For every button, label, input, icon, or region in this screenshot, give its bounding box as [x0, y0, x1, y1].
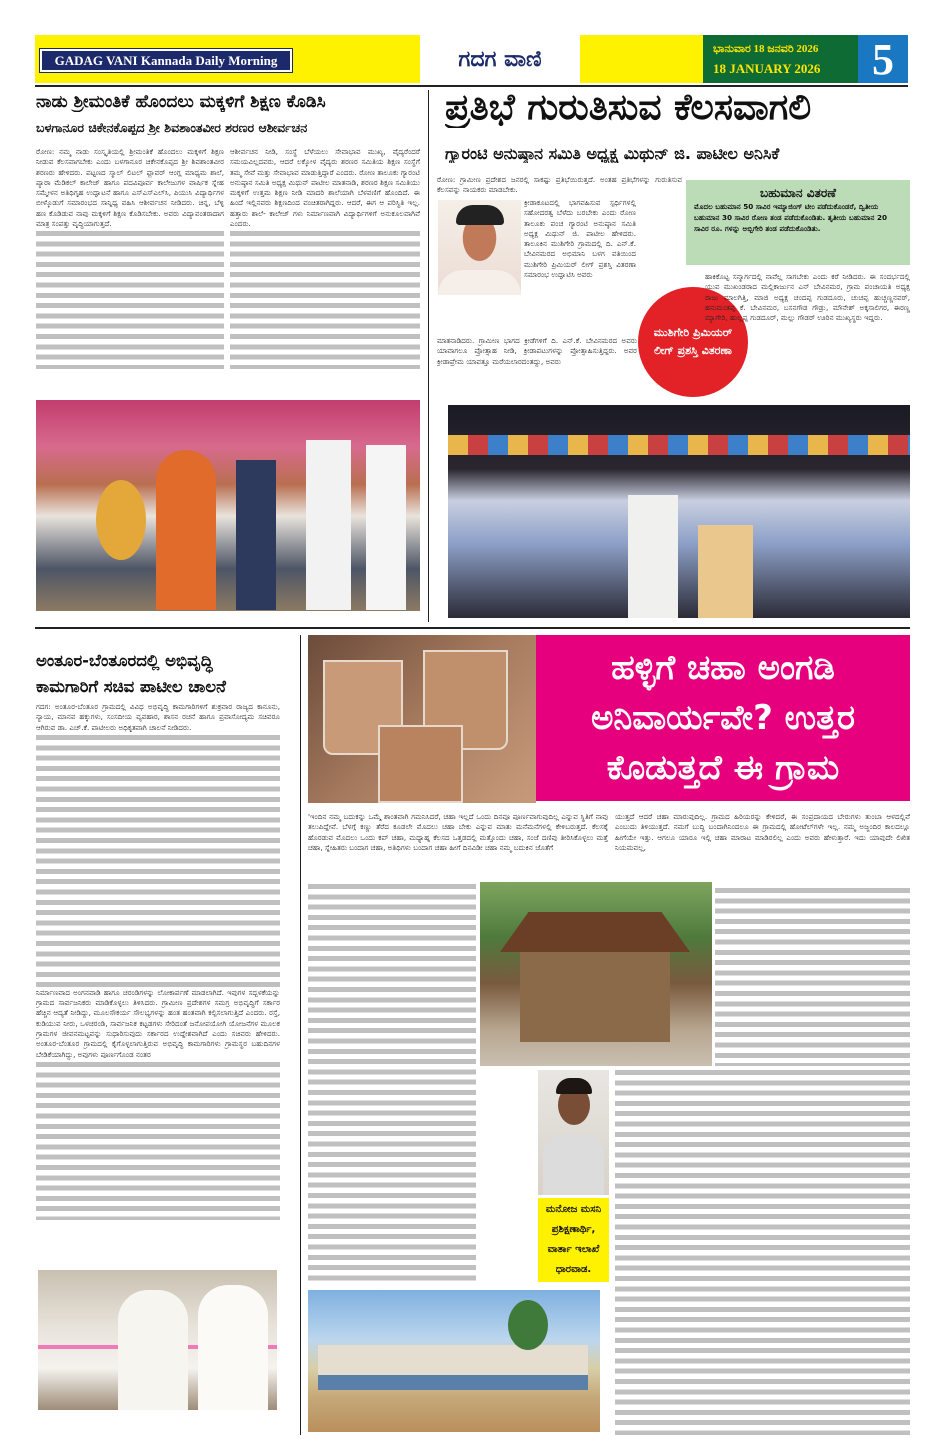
- tea-photo: [308, 635, 536, 803]
- article3-headline: ಅಂತೂರ-ಬೆಂತೂರದಲ್ಲಿ ಅಭಿವೃದ್ಧಿ ಕಾಮಗಾರಿಗೆ ಸಚಿವ ಪಾಟೀಲ ಚಾಲನೆ: [36, 651, 226, 696]
- prize-box-text: ಮೊದಲ ಬಹುಮಾನ 50 ಸಾವಿರ ಇಮ್ಯಾಜಿಂಗ್ ಟೀಂ ಪಡೆದುಕೊಂಡರೆ, ದ್ವಿತೀಯ ಬಹುಮಾನ 30 ಸಾವಿರ ರೋಣ ತಂಡ ಪಡೆದುಕೊಂಡಿತು. ತೃತೀಯ ಬಹುಮಾನ 20 ಸಾವಿರ ರೂ. ಗಳನ್ನು ಅಬ್ಬಿಗೇರಿ ತಂಡ ಪಡೆದುಕೊಂಡಿತು.: [694, 202, 887, 233]
- tea-stall-photo: [480, 882, 712, 1066]
- village-photo: [308, 1290, 600, 1432]
- column-divider: [428, 90, 429, 622]
- article1-subhead: ಬಳಗಾನೂರ ಚಿಕೇನಕೊಪ್ಪದ ಶ್ರೀ ಶಿವಶಾಂತವೀರ ಶರಣರ ಆಶೀರ್ವಚನ: [36, 121, 308, 135]
- article3-middle: ನಿರ್ಮಾಣವಾದ ಅಂಗನವಾಡಿ ಹಾಗೂ ಚರಂಡಿಗಳನ್ನು ಲೋಕಾರ್ಪಣೆ ಮಾಡಲಾಗಿದೆ. ಇವುಗಳ ಸದ್ಬಳಕೆಯನ್ನು ಗ್ರಾಮದ ಸಾರ್ವಜನಿಕರು ಮಾಡಿಕೊಳ್ಳಲು ತಿಳಿಸಿದರು. ಗ್ರಾಮೀಣ ಪ್ರದೇಶಗಳ ಸಮಗ್ರ ಅಭಿವೃದ್ಧಿಗೆ ಸರ್ಕಾರ ಹೆಚ್ಚಿನ ಆದ್ಯತೆ ನೀಡಿದ್ದು, ಮೂಲಸೌಕರ್ಯ ಸೌಲಭ್ಯಗಳನ್ನು ಹಂತ ಹಂತವಾಗಿ ಕಲ್ಪಿಸಲಾಗುತ್ತಿದೆ ಎಂದರು. ರಸ್ತೆ, ಕುಡಿಯುವ ನೀರು, ಒಳಚರಂಡಿ, ಸಾರ್ವಜನಿಕ ಕಟ್ಟಡಗಳು ಸೇರಿದಂತೆ ಜನೋಪಯೋಗಿ ಯೋಜನೆಗಳ ಮೂಲಕ ಗ್ರಾಮಗಳ ಜೀವನಮಟ್ಟವನ್ನು ಸುಧಾರಿಸುವುದು ಸರ್ಕಾರದ ಉದ್ದೇಶವಾಗಿದೆ ಎಂದು ಸಚಿವರು ಹೇಳಿದರು. ಅಂತೂರ-ಬೆಂತೂರ ಗ್ರಾಮದಲ್ಲಿ ಕೈಗೊಳ್ಳಲಾಗುತ್ತಿರುವ ಅಭಿವೃದ್ಧಿ ಕಾಮಗಾರಿಗಳು ಗ್ರಾಮಸ್ಥರ ಬಹುದಿನಗಳ ಬೇಡಿಕೆಯಾಗಿದ್ದು, ಅವುಗಳು ಪೂರ್ಣಗೊಂಡ ನಂತರ: [36, 987, 280, 1059]
- article2-subhead: ಗ್ಯಾರಂಟಿ ಅನುಷ್ಠಾನ ಸಮಿತಿ ಅಧ್ಯಕ್ಷ ಮಿಥುನ್ ಜಿ. ಪಾಟೀಲ ಅನಿಸಿಕೆ: [445, 145, 780, 163]
- date-kannada: ಭಾನುವಾರ 18 ಜನವರಿ 2026: [713, 43, 819, 55]
- article4-col2: [615, 812, 910, 887]
- prize-box: [686, 180, 910, 265]
- date-english: 18 JANUARY 2026: [713, 61, 821, 76]
- article2-intro: ರೋಣ: ಗ್ರಾಮೀಣ ಪ್ರದೇಶದ ಜನರಲ್ಲಿ ಸಾಕಷ್ಟು ಪ್ರತಿಭೆಯಿರುತ್ತದೆ. ಅಂತಹ ಪ್ರತಿಭೆಗಳನ್ನು ಗುರುತಿಸುವ ಕೆಲಸವನ್ನು ನಾಯಕರು ಮಾಡಬೇಕು.: [437, 175, 682, 195]
- article3-photo: [38, 1270, 277, 1410]
- article4-col2-continued: [715, 886, 910, 1066]
- article4-headline-box: [536, 635, 910, 801]
- author-photo: [538, 1070, 609, 1195]
- article4-col1-continued: [308, 882, 476, 1282]
- article1-headline: ನಾಡು ಶ್ರೀಮಂತಿಕೆ ಹೊಂದಲು ಮಕ್ಕಳಿಗೆ ಶಿಕ್ಷಣ ಕೊಡಿಸಿ: [36, 93, 326, 112]
- page-number: 5: [858, 35, 908, 83]
- masthead-rule: [35, 85, 908, 87]
- article1-col2-text: ಆಶೀರ್ವಚನ ನೀಡಿ, ಸಂಸ್ಥೆ ಬೆಳೆಯಲು ಸೇವಾಭಾವ ಮುಖ್ಯ, ವೈದ್ಯರೆಂದರೆ ಸಮಯವಿಲ್ಲದವರು, ಆದರೆ ಲಕ್ಕೋಳ ವೈದ್ಯರು ಶರಣರ ಸಮಿತಿಯ ಶಿಕ್ಷಣ ಸಂಸ್ಥೆಗೆ ತಮ್ಮ ಸೇವೆ ಮತ್ತು ಸೇವಾಭಾವ ಮಾಡುತ್ತಿದ್ದಾರೆ ಎಂದರು. ರೋಣ ತಾಲೂಕು ಗ್ಯಾರಂಟಿ ಅನುಷ್ಠಾನ ಸಮಿತಿ ಅಧ್ಯಕ್ಷ ಮಿಥುನ್ ಪಾಟೀಲ ಮಾತನಾಡಿ, ಶರಣರ ಶಿಕ್ಷಣ ಸಮಿತಿಯು ಮಕ್ಕಳಿಗೆ ಉತ್ತಮ ಶಿಕ್ಷಣ ನೀಡಿ ಮಾದರಿ ಶಾಲೆಯಾಗಿ ಬೆಳವಣಿಗೆ ಹೊಂದಿದೆ. ಈ ಹಿಂದೆ ಇಲ್ಲಿನವರು ಶಿಕ್ಷಣದಿಂದ ವಂಚಿತರಾಗಿದ್ದರು. ಆದರೆ, ಈಗ ಆ ಪರಿಸ್ಥಿತಿ ಇಲ್ಲ. ಹತ್ತಾರು ಶಾಲೆ- ಕಾಲೇಜ್ ಗಳು ನಿರ್ಮಾಣವಾಗಿ ವಿದ್ಯಾರ್ಥಿಗಳಿಗೆ ಅನುಕೂಲವಾಗಿವೆ ಎಂದರು.: [230, 147, 420, 229]
- article3-body: [36, 702, 280, 1262]
- portrait-photo: [438, 200, 521, 295]
- author-byline: [538, 1198, 609, 1282]
- article4-col1: [308, 812, 608, 882]
- newspaper-logo[interactable]: [420, 35, 580, 83]
- article2-beside-photo: ಕ್ರೀಡಾಕೂಟದಲ್ಲಿ ಭಾಗವಹಿಸುವ ಸ್ಪರ್ಧಿಗಳಲ್ಲಿ ಸಹೋದರತ್ವ ಬೆಳೆದು ಬರಬೇಕು ಎಂದು ರೋಣ ತಾಲೂಕು ಪಂಚ ಗ್ಯಾರಂಟಿ ಅನುಷ್ಠಾನ ಸಮಿತಿ ಅಧ್ಯಕ್ಷ ಮಿಥುನ್ ಜಿ. ಪಾಟೀಲ ಹೇಳಿದರು. ತಾಲೂಕಿನ ಮುಶಿಗೇರಿ ಗ್ರಾಮದಲ್ಲಿ ದಿ. ಎನ್.ಕೆ. ಬೇವಿನಮರದ ಅಭಿಮಾನಿ ಬಳಗ ವತಿಯಿಂದ ಮುಶಿಗೇರಿ ಪ್ರಿಮಿಯರ್ ಲೀಗ್ ಪ್ರಶಸ್ತಿ ವಿತರಣಾ ಸಮಾರಂಭ ಉದ್ಘಾಟಿಸಿ ಅವರು: [524, 198, 636, 280]
- prize-box-title: ಬಹುಮಾನ ವಿತರಣೆ: [760, 186, 836, 200]
- section-rule: [35, 627, 910, 629]
- logo-text: ಗದಗ ವಾಣಿ: [458, 46, 542, 72]
- masthead-band-right: [580, 35, 703, 83]
- article4-headline: ಹಳ್ಳಿಗೆ ಚಹಾ ಅಂಗಡಿ ಅನಿವಾರ್ಯವೇ? ಉತ್ತರ ಕೊಡುತ್ತದೆ ಈ ಗ್ರಾಮ: [590, 648, 856, 788]
- article1-col1-text: ರೋಣ: ನಮ್ಮ ನಾಡು ಸಂಸ್ಕೃತಿಯಲ್ಲಿ ಶ್ರೀಮಂತಿಕೆ ಹೊಂದಲು ಮಕ್ಕಳಿಗೆ ಶಿಕ್ಷಣ ನೀಡುವ ಕೆಲಸವಾಗಬೇಕು ಎಂದು ಬಳಗಾನೂರ ಚಿಕೇನಕೊಪ್ಪದ ಶ್ರೀ ಶಿವಶಾಂತವೀರ ಶರಣರು ಹೇಳಿದರು. ಪಟ್ಟಣದ ಸ್ಮಾಲ್ ಲಿಟಲ್ ಫ್ಲಾವರ್ ಆಂಗ್ಲ ಮಾಧ್ಯಮ ಶಾಲೆ, ಪ್ಯಾರಾ ಮೆಡಿಕಲ್ ಕಾಲೇಜ್ ಹಾಗೂ ಪದವಿಪೂರ್ವ ಕಾಲೇಜುಗಳ ವಾರ್ಷಿಕ ಸ್ನೇಹ ಸಮ್ಮೇಳನ ಅತಿಥಿಗೃಹ ಉದ್ಘಾಟನೆ ಹಾಗೂ ಎಸ್‌ಎಸ್‌ಎಲ್‌ಸಿ, ಪಿಯುಸಿ ವಿದ್ಯಾರ್ಥಿಗಳ ಬೀಳ್ಕೊಡುಗೆ ಸಮಾರಂಭದ ಸಾನ್ನಿಧ್ಯ ವಹಿಸಿ ಆಶೀರ್ವಚನ ನೀಡಿದರು. ಚಿನ್ನ, ಬೆಳ್ಳಿ ಹಣ ಕೊಡಿಡುವ ನಾವು ಮಕ್ಕಳಿಗೆ ಶಿಕ್ಷಣ ಕೊಡಿಸಬೇಕು. ಅವರು ವಿದ್ಯಾವಂತರಾದಾಗ ಮಾತ್ರ ಸಂಪತ್ತು ವೃದ್ಧಿಯಾಗುತ್ತದೆ.: [36, 147, 224, 229]
- article2-photo: [448, 405, 910, 618]
- article2-headline: ಪ್ರತಿಭೆ ಗುರುತಿಸುವ ಕೆಲಸವಾಗಲಿ: [445, 88, 812, 128]
- column-divider-2: [300, 635, 301, 1435]
- article2-below-photo: ಮಾತನಾಡಿದರು. ಗ್ರಾಮೀಣ ಭಾಗದ ಕ್ರೀಡೆಗಳಿಗೆ ದಿ. ಎನ್.ಕೆ. ಬೇವಿನಮರದ ಅವರು ಯಾವಾಗಲೂ ಪ್ರೋತ್ಸಾಹ ನೀಡಿ, ಕ್ರೀಡಾಪಟುಗಳನ್ನು ಪ್ರೋತ್ಸಾಹಿಸುತ್ತಿದ್ದರು. ಅವರ ಕ್ರೀಡಾಪ್ರೇಮ ಯಾವತ್ತೂ ಮರೆಯಲಾರದಂತದ್ದು, ಅವರು: [437, 336, 637, 366]
- date-box: [703, 35, 858, 83]
- article2-right-col: ಹಾಕಿಕೊಟ್ಟ ಸನ್ಮಾರ್ಗದಲ್ಲಿ ನಾವೆಲ್ಲ ಸಾಗಬೇಕು ಎಂದು ಕರೆ ನೀಡಿದರು. ಈ ಸಂದರ್ಭದಲ್ಲಿ ಯುವ ಮುಖಂಡರಾದ ಮಲ್ಲಿಕಾರ್ಜುನ ಎನ್ ಬೇವಿನಮರ, ಗ್ರಾಮ ಪಂಚಾಯತಿ ಅಧ್ಯಕ್ಷ ರಾಜು ಮಾಲಗಿತ್ತಿ, ಮಾಜಿ ಅಧ್ಯಕ್ಷ ಚಂದಪ್ಪ ಗುಡದೂರು, ಚುಚಪ್ಪ ಹುಚ್ಚಣ್ಣನವರ್, ಹನುಮಂತಪ್ಪ ಕೆ. ಬೇವಿನಮರ, ಬಸನಗೌಡ ಗೌಡ್ರು, ಮೌನೇಶ್ ಅಕ್ಕಸಾಲಿಗರ, ಈರಣ್ಣ ಮ್ಯಾಗೇರಿ, ಹುಲ್ಲಪ್ಪ ಗುಡದೂರ್, ಮಲ್ಲು ಗೌಡರ್ ಊರಿನ ಮುಖ್ಯಸ್ಥರು ಇದ್ದರು.: [705, 272, 910, 323]
- masthead-label: GADAG VANI Kannada Daily Morning: [40, 49, 292, 72]
- article1-col2: [230, 147, 420, 395]
- award-badge-text: ಮುಶಿಗೇರಿ ಪ್ರಿಮಿಯರ್ ಲೀಗ್ ಪ್ರಶಸ್ತಿ ವಿತರಣಾ: [653, 326, 733, 357]
- article1-col1: [36, 147, 224, 395]
- article3-intro: ಗದಗ: ಅಂತೂರ-ಬೆಂತೂರ ಗ್ರಾಮದಲ್ಲಿ ವಿವಿಧ ಅಭಿವೃದ್ಧಿ ಕಾಮಗಾರಿಗಳಿಗೆ ಶುಕ್ರವಾರ ರಾಜ್ಯದ ಕಾನೂನು, ನ್ಯಾಯ, ಮಾನವ ಹಕ್ಕುಗಳು, ಸಂಸದೀಯ ವ್ಯವಹಾರ, ಶಾಸನ ರಚನೆ ಹಾಗೂ ಪ್ರವಾಸೋದ್ಯಮ ಸಚಿವರೂ ಆಗಿರುವ ಡಾ. ಎಚ್.ಕೆ. ಪಾಟೀಲರು ಅಧಿಕೃತವಾಗಿ ಚಾಲನೆ ನೀಡಿದರು.: [36, 702, 280, 732]
- article1-photo: [36, 400, 420, 611]
- article4-col2-text: ಯುತ್ತದೆ ಆದರೆ ಚಹಾ ಮಾರುವುದಿಲ್ಲ. ಗ್ರಾಮದ ಹಿರಿಯರನ್ನು ಕೇಳಿದರೆ, ಈ ಸಂಪ್ರದಾಯದ ಬೇರುಗಳು ತುಂಬಾ ಆಳದಲ್ಲಿವೆ ಎಂಬುದು ತಿಳಿಯುತ್ತದೆ. ನಮಗೆ ಬುದ್ಧಿ ಬಂದಾಗಿನಿಂದಲೂ ಈ ಗ್ರಾಮದಲ್ಲಿ ಹೋಟೆಲ್‌ಗಳೇ ಇಲ್ಲ. ನಮ್ಮ ಅಜ್ಜಂದಿರ ಕಾಲದಲ್ಲೂ ಹೀಗೆಯೇ ಇತ್ತು. ಆಗಲೂ ಯಾರೂ ಇಲ್ಲಿ ಚಹಾ ಮಾರಾಟ ಮಾಡಿರಲಿಲ್ಲ ಎಂದು ಅವರು ಹೇಳುತ್ತಾರೆ. ಇದು ಯಾವುದೇ ಲಿಖಿತ ನಿಯಮವಲ್ಲ,: [615, 812, 910, 852]
- author-byline-text: ಮನೋಜ ಮಸನಿ ಪ್ರಶಿಕ್ಷಣಾರ್ಥಿ, ವಾರ್ತಾ ಇಲಾಖೆ ಧಾರವಾಡ.: [545, 1204, 602, 1275]
- article4-col2-lower: [615, 1068, 910, 1435]
- article4-col1-text: 'ಇಂದಿನ ನಮ್ಮ ಬದುಕನ್ನು ಒಮ್ಮೆ ಶಾಂತವಾಗಿ ಗಮನಿಸಿದರೆ, ಚಹಾ ಇಲ್ಲದೆ ಒಂದು ದಿನವೂ ಪೂರ್ಣವಾಗುವುದಿಲ್ಲ ಎನ್ನುವ ಸ್ಥಿತಿಗೆ ನಾವು ತಲುಪಿದ್ದೇವೆ. ಬೆಳಗ್ಗೆ ಕಣ್ಣು ತೆರೆದ ಕೂಡಲೇ ಮೊದಲು ಚಹಾ ಬೇಕು ಎನ್ನುವ ಮಾತು ಮನೆಮನೆಗಳಲ್ಲಿ ಕೇಳಿಬರುತ್ತದೆ. ಕೆಲಸಕ್ಕೆ ಹೊರಡುವ ಮೊದಲು ಒಂದು ಕಪ್ ಚಹಾ, ಮಧ್ಯಾಹ್ನ ಕೆಲಸದ ಒತ್ತಡದಲ್ಲಿ ಮತ್ತೊಂದು ಚಹಾ, ಸಂಜೆ ದಣಿವು ತೀರಿಸಿಕೊಳ್ಳಲು ಮತ್ತೆ ಚಹಾ, ಸ್ನೇಹಿತರು ಬಂದಾಗ ಚಹಾ, ಅತಿಥಿಗಳು ಬಂದಾಗ ಚಹಾ ಹೀಗೆ ದಿನವಿಡೀ ಚಹಾ ನಮ್ಮ ಬದುಕಿನ ಜೊತೆಗೆ: [308, 812, 608, 852]
